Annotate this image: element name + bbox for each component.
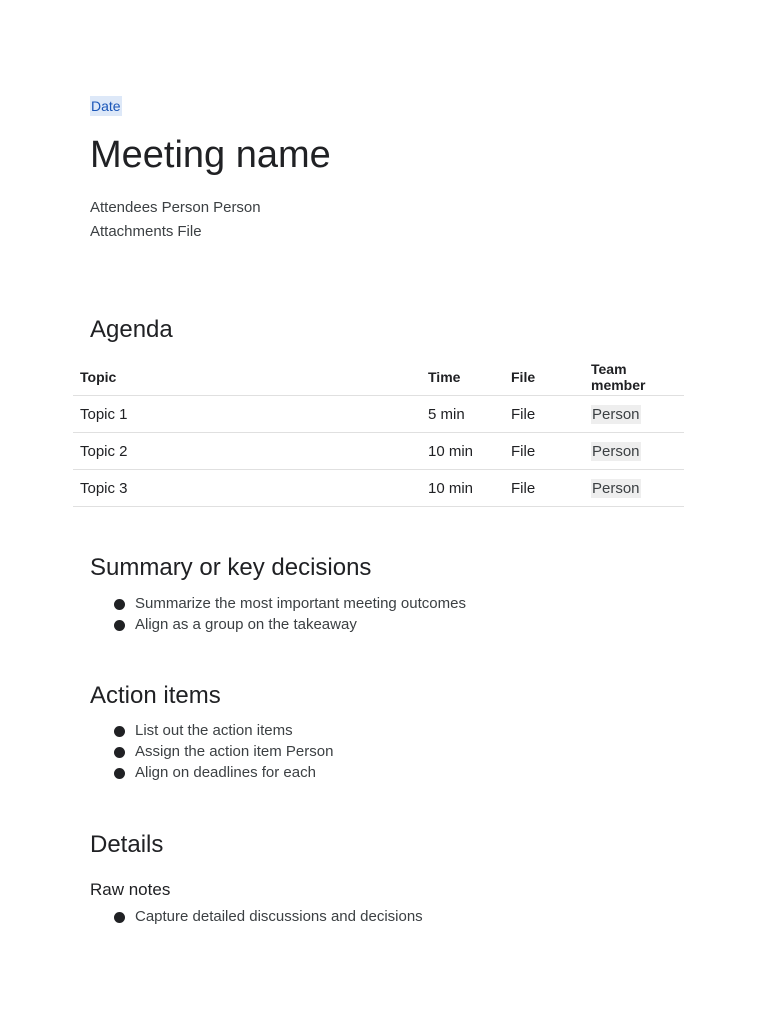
attendee-chip[interactable]: Person xyxy=(213,199,261,216)
list-item xyxy=(112,720,333,741)
attendee-chip[interactable]: Person xyxy=(161,199,210,216)
action-items-heading: Action items xyxy=(90,682,221,709)
attachments-line xyxy=(90,222,206,242)
table-row xyxy=(73,470,684,507)
bullet-icon xyxy=(114,599,125,610)
member-cell xyxy=(584,433,684,470)
column-header-time: Time xyxy=(421,358,504,396)
list-item xyxy=(112,593,466,614)
time-cell: 5 min xyxy=(421,396,504,433)
person-chip[interactable]: Person xyxy=(592,405,640,423)
person-chip[interactable]: Person xyxy=(592,479,640,497)
summary-heading: Summary or key decisions xyxy=(90,554,372,581)
raw-notes-list xyxy=(112,906,423,927)
table-row xyxy=(73,433,684,470)
bullet-icon xyxy=(114,620,125,631)
attendees-label: Attendees xyxy=(90,199,158,216)
attachment-chip[interactable]: File xyxy=(177,223,202,240)
person-chip[interactable]: Person xyxy=(592,442,640,460)
list-item xyxy=(112,614,466,635)
bullet-icon xyxy=(114,768,125,779)
time-cell: 10 min xyxy=(421,433,504,470)
list-item-text: List out the action items xyxy=(135,722,293,739)
list-item-text: Align on deadlines for each xyxy=(135,764,316,781)
topic-cell: Topic 2 xyxy=(73,433,421,470)
agenda-heading: Agenda xyxy=(90,316,173,343)
time-cell: 10 min xyxy=(421,470,504,507)
bullet-icon xyxy=(114,726,125,737)
column-header-team-member: Team member xyxy=(584,358,684,396)
list-item-text: Align as a group on the takeaway xyxy=(135,616,357,633)
summary-list xyxy=(112,593,466,635)
list-item xyxy=(112,906,423,927)
list-item xyxy=(112,741,333,762)
list-item-text: Assign the action item Person xyxy=(135,743,334,760)
bullet-icon xyxy=(114,747,125,758)
member-cell xyxy=(584,396,684,433)
list-item-text: Capture detailed discussions and decisions xyxy=(135,908,423,925)
bullet-icon xyxy=(114,912,125,923)
list-item xyxy=(112,762,333,783)
attendees-line xyxy=(90,198,265,218)
file-cell[interactable]: File xyxy=(504,470,584,507)
table-header-row xyxy=(73,358,684,396)
column-header-topic: Topic xyxy=(73,358,421,396)
details-heading: Details xyxy=(90,831,164,858)
raw-notes-heading: Raw notes xyxy=(90,880,171,899)
date-chip[interactable]: Date xyxy=(91,98,121,114)
topic-cell: Topic 1 xyxy=(73,396,421,433)
meeting-title: Meeting name xyxy=(90,134,331,176)
table-row xyxy=(73,396,684,433)
file-cell[interactable]: File xyxy=(504,433,584,470)
file-cell[interactable]: File xyxy=(504,396,584,433)
agenda-table xyxy=(73,358,684,507)
action-items-list xyxy=(112,720,333,783)
member-cell xyxy=(584,470,684,507)
topic-cell: Topic 3 xyxy=(73,470,421,507)
column-header-file: File xyxy=(504,358,584,396)
list-item-text: Summarize the most important meeting outcomes xyxy=(135,595,466,612)
attachments-label: Attachments xyxy=(90,223,174,240)
